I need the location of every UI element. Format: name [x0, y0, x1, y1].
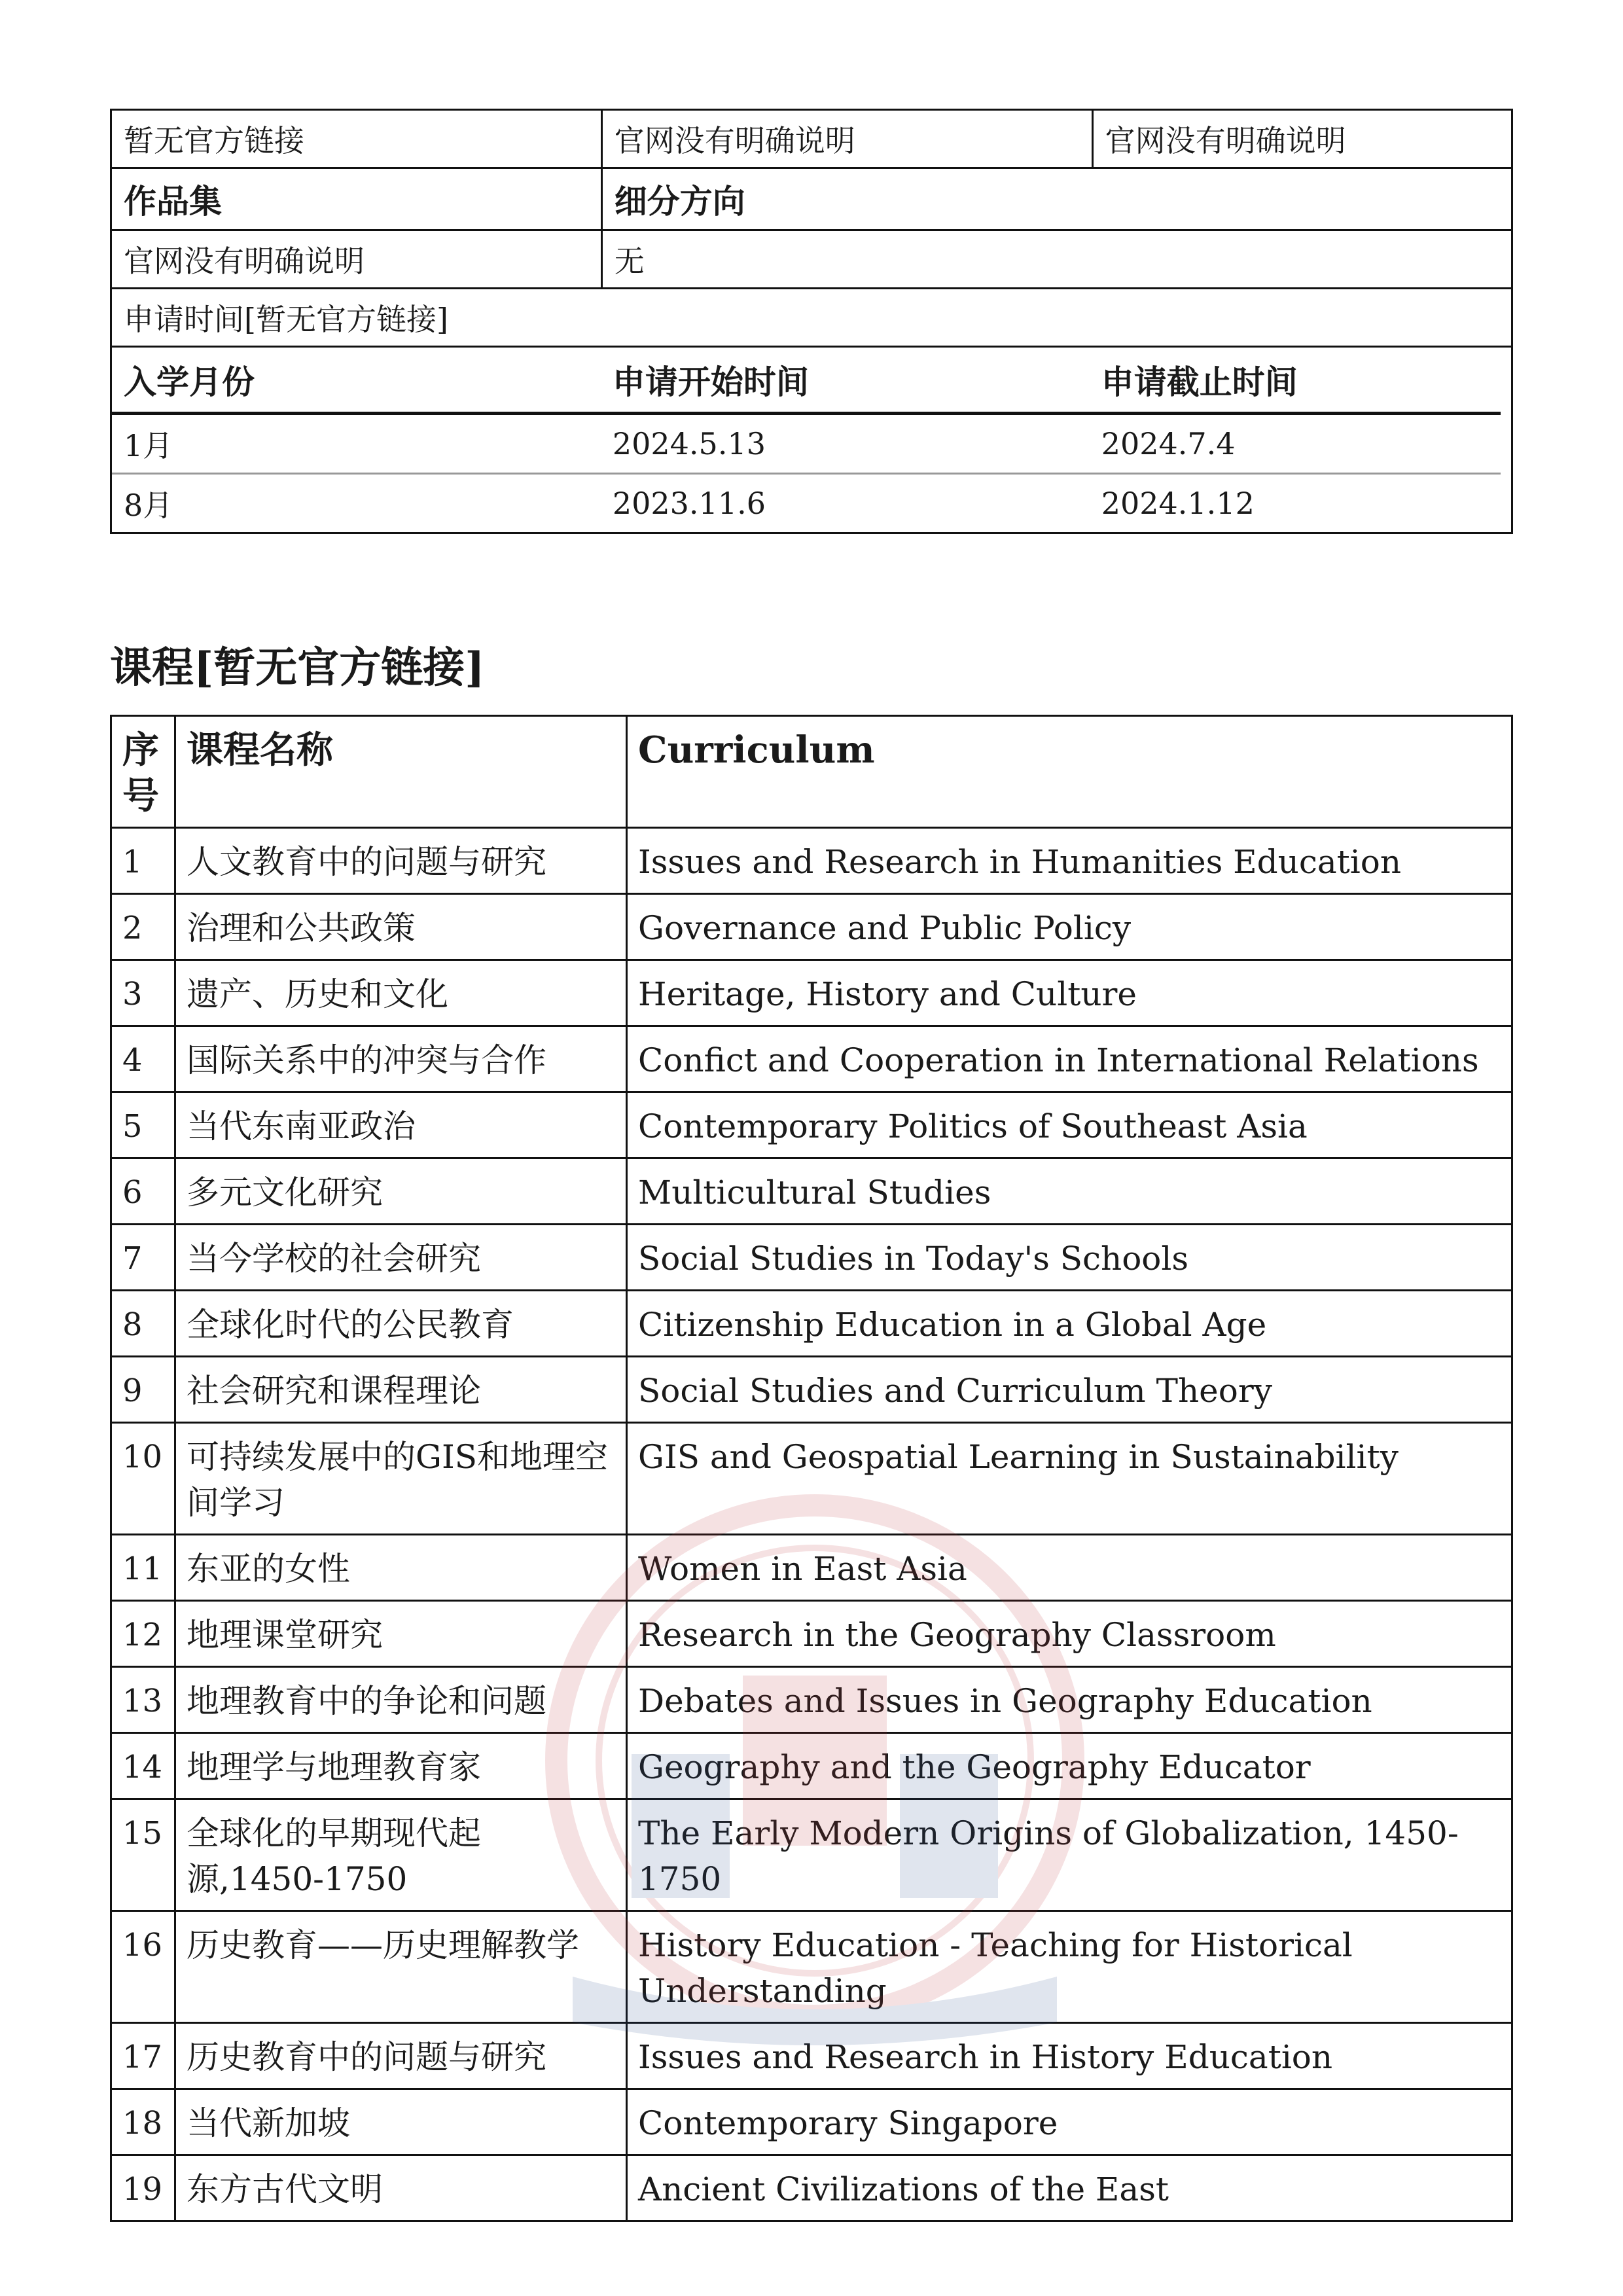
schedule-header-start: 申请开始时间 — [601, 348, 1090, 414]
course-name-en: Contemporary Politics of Southeast Asia — [627, 1092, 1512, 1158]
course-number: 17 — [111, 2023, 175, 2089]
schedule-intake: 1月 — [112, 414, 601, 474]
course-number: 18 — [111, 2089, 175, 2155]
course-name-zh: 当今学校的社会研究 — [175, 1225, 627, 1291]
course-name-en: Confict and Cooperation in International Relations — [627, 1026, 1512, 1092]
course-name-zh: 国际关系中的冲突与合作 — [175, 1026, 627, 1092]
course-name-en: Research in the Geography Classroom — [627, 1601, 1512, 1667]
course-name-zh: 当代新加坡 — [175, 2089, 627, 2155]
table-row — [111, 1799, 1512, 1911]
info-row-headings — [111, 168, 1512, 230]
course-name-en: Multicultural Studies — [627, 1158, 1512, 1225]
course-number: 4 — [111, 1026, 175, 1092]
courses-table — [110, 715, 1513, 2222]
course-number: 3 — [111, 960, 175, 1026]
course-name-en: Issues and Research in Humanities Education — [627, 828, 1512, 894]
table-row — [111, 1092, 1512, 1158]
courses-header-row — [111, 716, 1512, 828]
schedule-intake: 8月 — [124, 488, 173, 523]
courses-header-curriculum: Curriculum — [627, 716, 1512, 828]
info-row-application-time — [111, 289, 1512, 347]
info-row-links — [111, 110, 1512, 168]
course-name-zh: 地理学与地理教育家 — [175, 1733, 627, 1799]
direction-value: 无 — [601, 230, 1512, 289]
course-name-en: Debates and Issues in Geography Education — [627, 1667, 1512, 1733]
table-row — [111, 2023, 1512, 2089]
table-row — [111, 1158, 1512, 1225]
course-number: 6 — [111, 1158, 175, 1225]
info-cell-link: 暂无官方链接 — [111, 110, 602, 168]
course-number: 19 — [111, 2155, 175, 2221]
course-number: 8 — [111, 1291, 175, 1357]
table-row — [111, 960, 1512, 1026]
course-name-en: Heritage, History and Culture — [627, 960, 1512, 1026]
course-number: 14 — [111, 1733, 175, 1799]
info-row-schedule — [111, 347, 1512, 533]
direction-heading: 细分方向 — [601, 168, 1512, 230]
table-row — [111, 2155, 1512, 2221]
document-page — [110, 109, 1513, 2222]
table-row — [111, 1026, 1512, 1092]
table-row — [111, 1601, 1512, 1667]
info-row-values — [111, 230, 1512, 289]
course-name-en: The Early Modern Origins of Globalization, 1450-1750 — [627, 1799, 1512, 1911]
course-number: 13 — [111, 1667, 175, 1733]
portfolio-value: 官网没有明确说明 — [111, 230, 602, 289]
course-number: 5 — [111, 1092, 175, 1158]
course-name-zh: 社会研究和课程理论 — [175, 1357, 627, 1423]
info-cell-unspecified-2: 官网没有明确说明 — [1092, 110, 1512, 168]
table-row — [111, 1423, 1512, 1535]
table-row — [111, 1667, 1512, 1733]
table-row — [111, 1357, 1512, 1423]
course-name-zh: 全球化时代的公民教育 — [175, 1291, 627, 1357]
course-number: 1 — [111, 828, 175, 894]
course-name-zh: 可持续发展中的GIS和地理空间学习 — [175, 1423, 627, 1535]
table-row — [111, 1733, 1512, 1799]
courses-section-title: 课程[暂无官方链接] — [110, 643, 485, 692]
info-cell-unspecified-1: 官网没有明确说明 — [601, 110, 1092, 168]
schedule-row — [112, 414, 1501, 474]
course-name-en: Governance and Public Policy — [627, 894, 1512, 960]
course-name-en: GIS and Geospatial Learning in Sustainability — [627, 1423, 1512, 1535]
schedule-deadline: 2024.7.4 — [1090, 414, 1501, 474]
courses-header-chinese-name: 课程名称 — [175, 716, 627, 828]
schedule-start: 2024.5.13 — [601, 414, 1090, 474]
program-info-table — [110, 109, 1513, 534]
course-name-zh: 东亚的女性 — [175, 1535, 627, 1601]
course-name-en: Geography and the Geography Educator — [627, 1733, 1512, 1799]
course-name-zh: 东方古代文明 — [175, 2155, 627, 2221]
course-name-en: Citizenship Education in a Global Age — [627, 1291, 1512, 1357]
course-name-zh: 地理教育中的争论和问题 — [175, 1667, 627, 1733]
course-number: 12 — [111, 1601, 175, 1667]
course-name-zh: 地理课堂研究 — [175, 1601, 627, 1667]
table-row — [111, 1535, 1512, 1601]
schedule-start: 2023.11.6 — [612, 486, 766, 521]
course-name-zh: 历史教育——历史理解教学 — [175, 1911, 627, 2023]
course-name-en: Issues and Research in History Education — [627, 2023, 1512, 2089]
course-number: 2 — [111, 894, 175, 960]
table-row — [111, 894, 1512, 960]
course-name-en: History Education - Teaching for Historical Understanding — [627, 1911, 1512, 2023]
course-number: 16 — [111, 1911, 175, 2023]
course-number: 7 — [111, 1225, 175, 1291]
schedule-cell — [111, 347, 1512, 533]
schedule-table — [112, 348, 1501, 532]
course-name-zh: 全球化的早期现代起源,1450-1750 — [175, 1799, 627, 1911]
course-number: 11 — [111, 1535, 175, 1601]
course-name-zh: 当代东南亚政治 — [175, 1092, 627, 1158]
course-name-en: Contemporary Singapore — [627, 2089, 1512, 2155]
course-name-en: Social Studies in Today's Schools — [627, 1225, 1512, 1291]
schedule-header-deadline: 申请截止时间 — [1090, 348, 1501, 414]
course-name-en: Social Studies and Curriculum Theory — [627, 1357, 1512, 1423]
course-name-zh: 遗产、历史和文化 — [175, 960, 627, 1026]
course-name-zh: 多元文化研究 — [175, 1158, 627, 1225]
table-row — [111, 1291, 1512, 1357]
course-number: 15 — [111, 1799, 175, 1911]
table-row — [111, 1225, 1512, 1291]
course-name-en: Ancient Civilizations of the East — [627, 2155, 1512, 2221]
schedule-row — [112, 474, 1501, 533]
schedule-header-intake: 入学月份 — [112, 348, 601, 414]
courses-body — [111, 828, 1512, 2221]
application-time-title: 申请时间[暂无官方链接] — [111, 289, 1512, 347]
table-row — [111, 828, 1512, 894]
course-number: 9 — [111, 1357, 175, 1423]
table-row — [111, 2089, 1512, 2155]
course-name-zh: 历史教育中的问题与研究 — [175, 2023, 627, 2089]
course-name-en: Women in East Asia — [627, 1535, 1512, 1601]
table-row — [111, 1911, 1512, 2023]
course-name-zh: 人文教育中的问题与研究 — [175, 828, 627, 894]
course-name-zh: 治理和公共政策 — [175, 894, 627, 960]
schedule-deadline: 2024.1.12 — [1101, 486, 1255, 521]
schedule-header-row — [112, 348, 1501, 414]
course-number: 10 — [111, 1423, 175, 1535]
portfolio-heading: 作品集 — [111, 168, 602, 230]
courses-header-number: 序号 — [111, 716, 175, 828]
